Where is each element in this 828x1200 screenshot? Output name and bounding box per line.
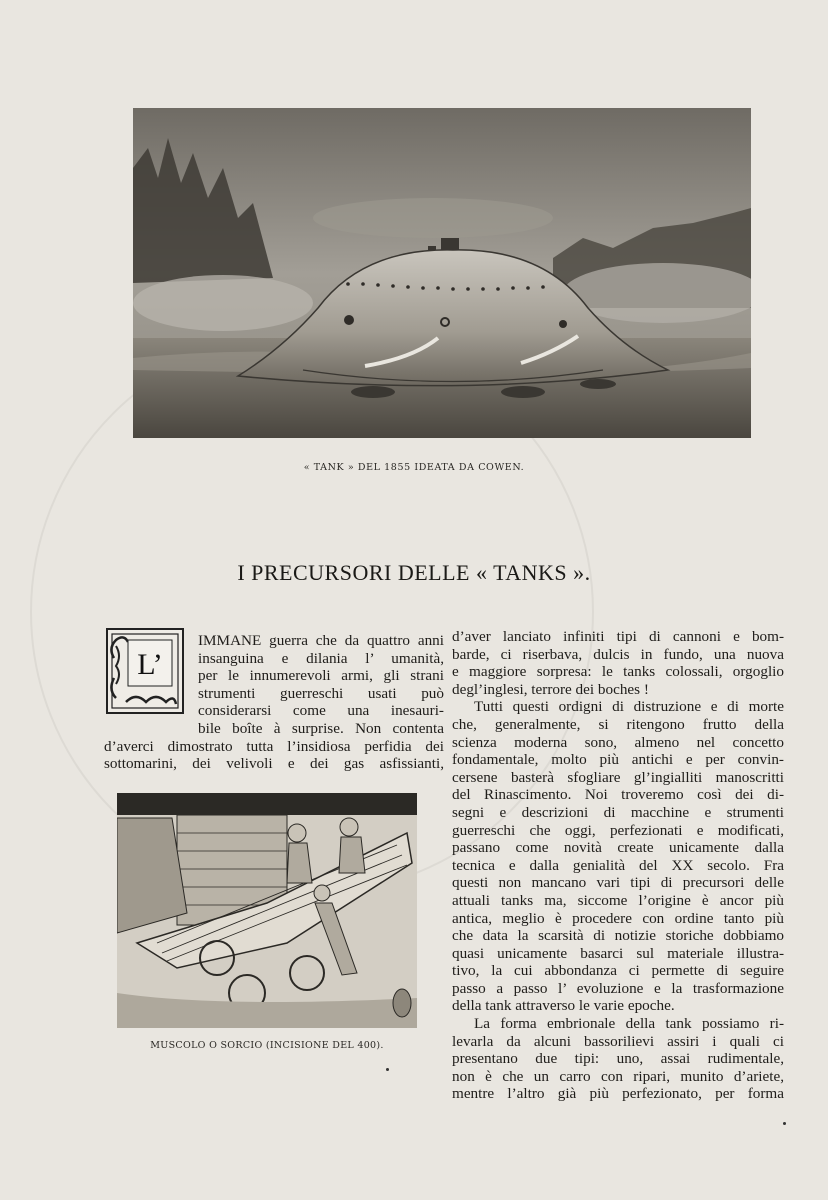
text-line: e maggiore sorpresa: le tanks colossali, orgoglio [452, 663, 784, 681]
text-line: levarla da alcuni bassorilievi assiri i quali ci [452, 1032, 784, 1050]
text-line: quasi unicamente basarci sul materiale illustra- [452, 944, 784, 962]
text-line: tivo, la cui abbondanza ci permette di seguire [452, 962, 784, 980]
text-line: cersene basterà sfogliare gl’ingialliti manoscritti [452, 768, 784, 786]
text-line: che data la scarsità di notizie storiche dobbiamo [452, 927, 784, 945]
column-right-text [452, 628, 784, 1103]
text-line: passo a passo l’ evoluzione e la trasformazione [452, 979, 784, 997]
text-line: fondamentale, molto più antichi e per convin- [452, 751, 784, 769]
text-line: Tutti questi ordigni di distruzione e di morte [474, 698, 784, 716]
printer-speck [783, 1122, 786, 1125]
text-line: sottomarini, dei velivoli e dei gas asfissianti, [104, 755, 444, 773]
text-line: passano come novità create unicamente dalla [452, 839, 784, 857]
text-line: guerreschi che oggi, perfezionati e modificati, [452, 821, 784, 839]
muscolo-engraving [117, 793, 417, 1028]
text-line: strumenti guerreschi usati può [198, 684, 444, 702]
text-line: considerarsi come una inesauri- [198, 702, 444, 720]
text-line: questi non mancano vari tipi di precursori delle [452, 874, 784, 892]
text-line: presentano due tipi: uno, assai rudimentale, [452, 1050, 784, 1068]
text-line: IMMANE guerra che da quattro anni [198, 632, 444, 649]
dropcap-letter: L’ [137, 648, 163, 681]
column-left-text [104, 632, 444, 773]
printer-speck [386, 1068, 389, 1071]
text-line: non è che un carro con ripari, munito d’ariete, [452, 1067, 784, 1085]
text-line: per le innumerevoli armi, gli strani [198, 667, 444, 685]
text-line: insanguina e dilania l’ umanità, [198, 649, 444, 667]
text-line: d’aver lanciato infiniti tipi di cannoni e bom- [452, 628, 784, 645]
text-line: attuali tanks ma, siccome l’origine è ancor più [452, 891, 784, 909]
text-line: scienza moderna sono, almeno nel concetto [452, 733, 784, 751]
text-line: del Rinascimento. Noi troveremo così dei di- [452, 786, 784, 804]
middle-figure-caption: MUSCOLO O SORCIO (INCISIONE DEL 400). [150, 1040, 384, 1051]
text-line: bile boîte à surprise. Non contenta [198, 719, 444, 737]
text-line: segni e descrizioni di macchine e strumenti [452, 803, 784, 821]
text-line: degl’inglesi, terrore dei boches ! [452, 680, 649, 698]
text-line: mentre l’altro già più perfezionato, per forma [452, 1085, 784, 1103]
top-figure-caption: « TANK » DEL 1855 IDEATA DA COWEN. [303, 462, 525, 473]
text-line: che, generalmente, si ritengono frutto della [452, 715, 784, 733]
text-line: della tank attraverso le varie epoche. [452, 997, 675, 1015]
text-line: barde, ci riserbava, dulcis in fundo, una nuova [452, 645, 784, 663]
article-title: I PRECURSORI DELLE « TANKS ». [237, 560, 591, 585]
text-line: tecnica e dalla genialità del XX secolo. Fra [452, 856, 784, 874]
text-line: La forma embrionale della tank possiamo ri- [474, 1015, 784, 1033]
text-line: d’averci dimostrato tutta l’insidiosa perfidia dei [104, 737, 444, 755]
text-line: antica, meglio è procedere con ordine tanto più [452, 909, 784, 927]
cowen-tank-illustration [133, 108, 751, 438]
